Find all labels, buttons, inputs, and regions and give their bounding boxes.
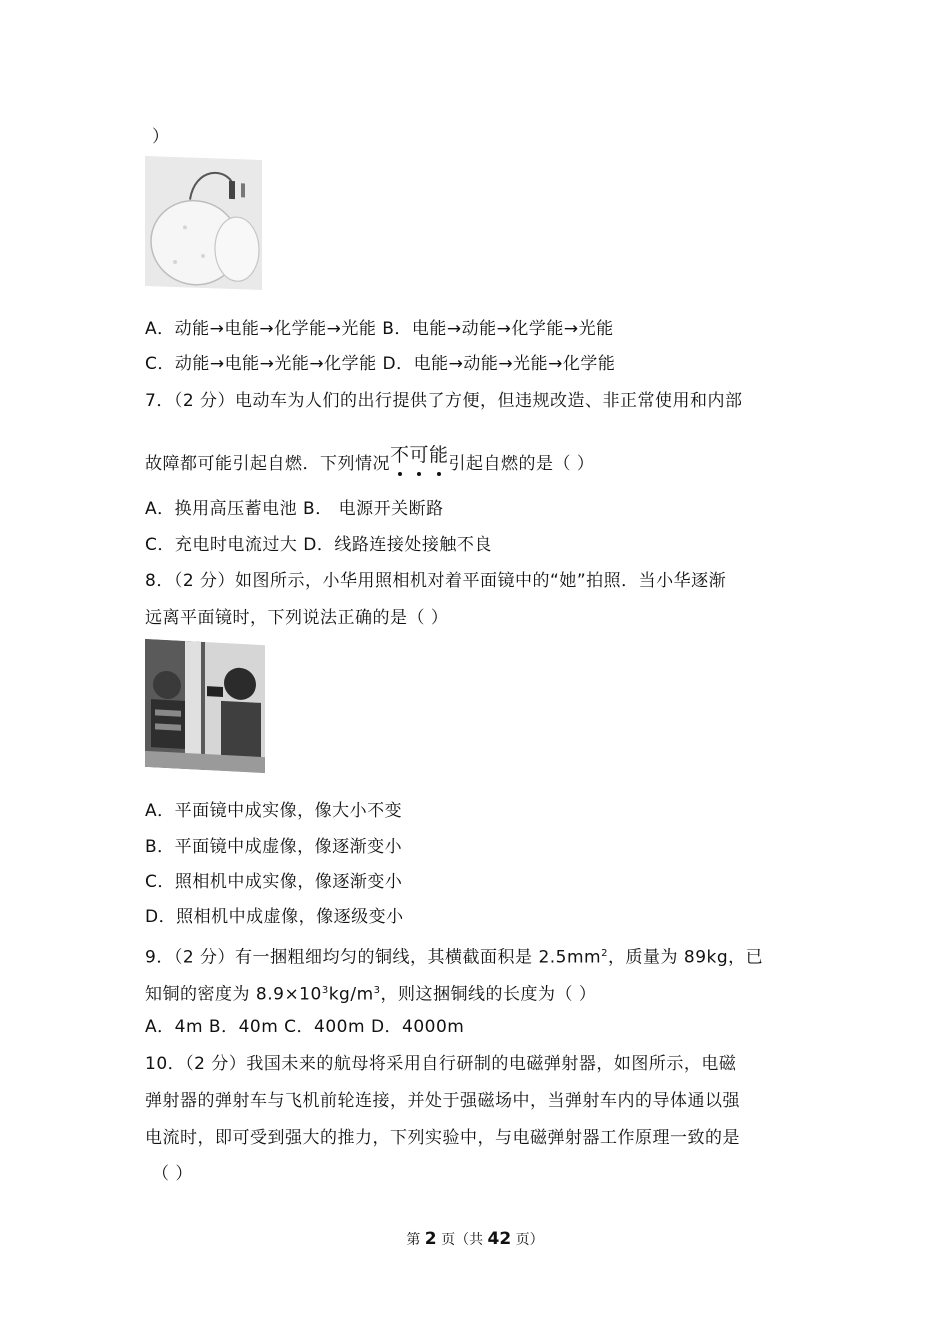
q9-line2-sup2: 3: [373, 985, 381, 996]
closing-paren: ）: [152, 127, 170, 147]
q10-stem-line1: 10．（2 分）我国未来的航母将采用自行研制的电磁弹射器，如图所示，电磁: [145, 1054, 737, 1074]
q7-stem-line2: [145, 444, 595, 475]
q9-line2-post: ，则这捆铜线的长度为（ ）: [380, 984, 597, 1005]
q10-stem-line4: （ ）: [152, 1164, 193, 1184]
footer-total-pages: 42: [487, 1229, 512, 1249]
q8-stem-line1: 8．（2 分）如图所示，小华用照相机对着平面镜中的“她”拍照．当小华逐渐: [145, 571, 727, 591]
q7-stem-line2-pre: 故障都可能引起自燃．下列情况: [145, 454, 390, 474]
q8-stem-line2: 远离平面镜时，下列说法正确的是（ ）: [145, 608, 449, 628]
q9-line2-mid: kg/m: [328, 984, 374, 1005]
q9-line2-sup1: 3: [321, 985, 329, 996]
footer-pre: 第: [406, 1232, 425, 1248]
q9-stem-line2: [145, 980, 596, 1006]
emphasis-marked-text: [390, 444, 449, 475]
q7-options-cd: C．充电时电流过大 D．线路连接处接触不良: [145, 535, 492, 555]
q9-line1-sup: 2: [601, 948, 608, 959]
emphasis-dots: [390, 472, 449, 478]
q9-line1-post: ，质量为 89kg，已: [607, 947, 764, 968]
footer-post: 页）: [511, 1232, 544, 1248]
q7-stem-line2-post: 引起自燃的是（ ）: [448, 454, 595, 474]
footer-page-number: 2: [424, 1229, 437, 1249]
q9-options: A．4m B．40m C．400m D．4000m: [145, 1017, 465, 1037]
q8-option-c: C．照相机中成实像，像逐渐变小: [145, 872, 403, 892]
page-footer: [0, 1229, 950, 1249]
q6-options-ab: A．动能→电能→化学能→光能 B．电能→动能→化学能→光能: [145, 319, 614, 339]
q8-option-b: B．平面镜中成虚像，像逐渐变小: [145, 837, 403, 857]
q6-options-cd: C．动能→电能→光能→化学能 D．电能→动能→光能→化学能: [145, 354, 616, 374]
q7-stem-line1: 7．（2 分）电动车为人们的出行提供了方便，但违规改造、非正常使用和内部: [145, 391, 743, 411]
q7-emphasis: 不可能: [390, 444, 449, 466]
q10-stem-line2: 弹射器的弹射车与飞机前轮连接，并处于强磁场中，当弹射车内的导体通以强: [145, 1091, 740, 1111]
mirror-camera-photo: [145, 639, 265, 773]
q7-options-ab: A．换用高压蓄电池 B． 电源开关断路: [145, 499, 444, 519]
footer-mid: 页（共: [436, 1232, 488, 1248]
q10-stem-line3: 电流时，即可受到强大的推力，下列实验中，与电磁弹射器工作原理一致的是: [145, 1128, 740, 1148]
q9-stem-line1: [145, 943, 763, 969]
q9-line1-pre: 9．（2 分）有一捆粗细均匀的铜线，其横截面积是 2.5mm: [145, 947, 602, 968]
apple-battery-photo: [145, 156, 262, 290]
q9-line2-pre: 知铜的密度为 8.9×10: [145, 984, 322, 1005]
q8-option-d: D．照相机中成虚像，像逐级变小: [145, 907, 404, 927]
q8-option-a: A．平面镜中成实像，像大小不变: [145, 801, 403, 821]
